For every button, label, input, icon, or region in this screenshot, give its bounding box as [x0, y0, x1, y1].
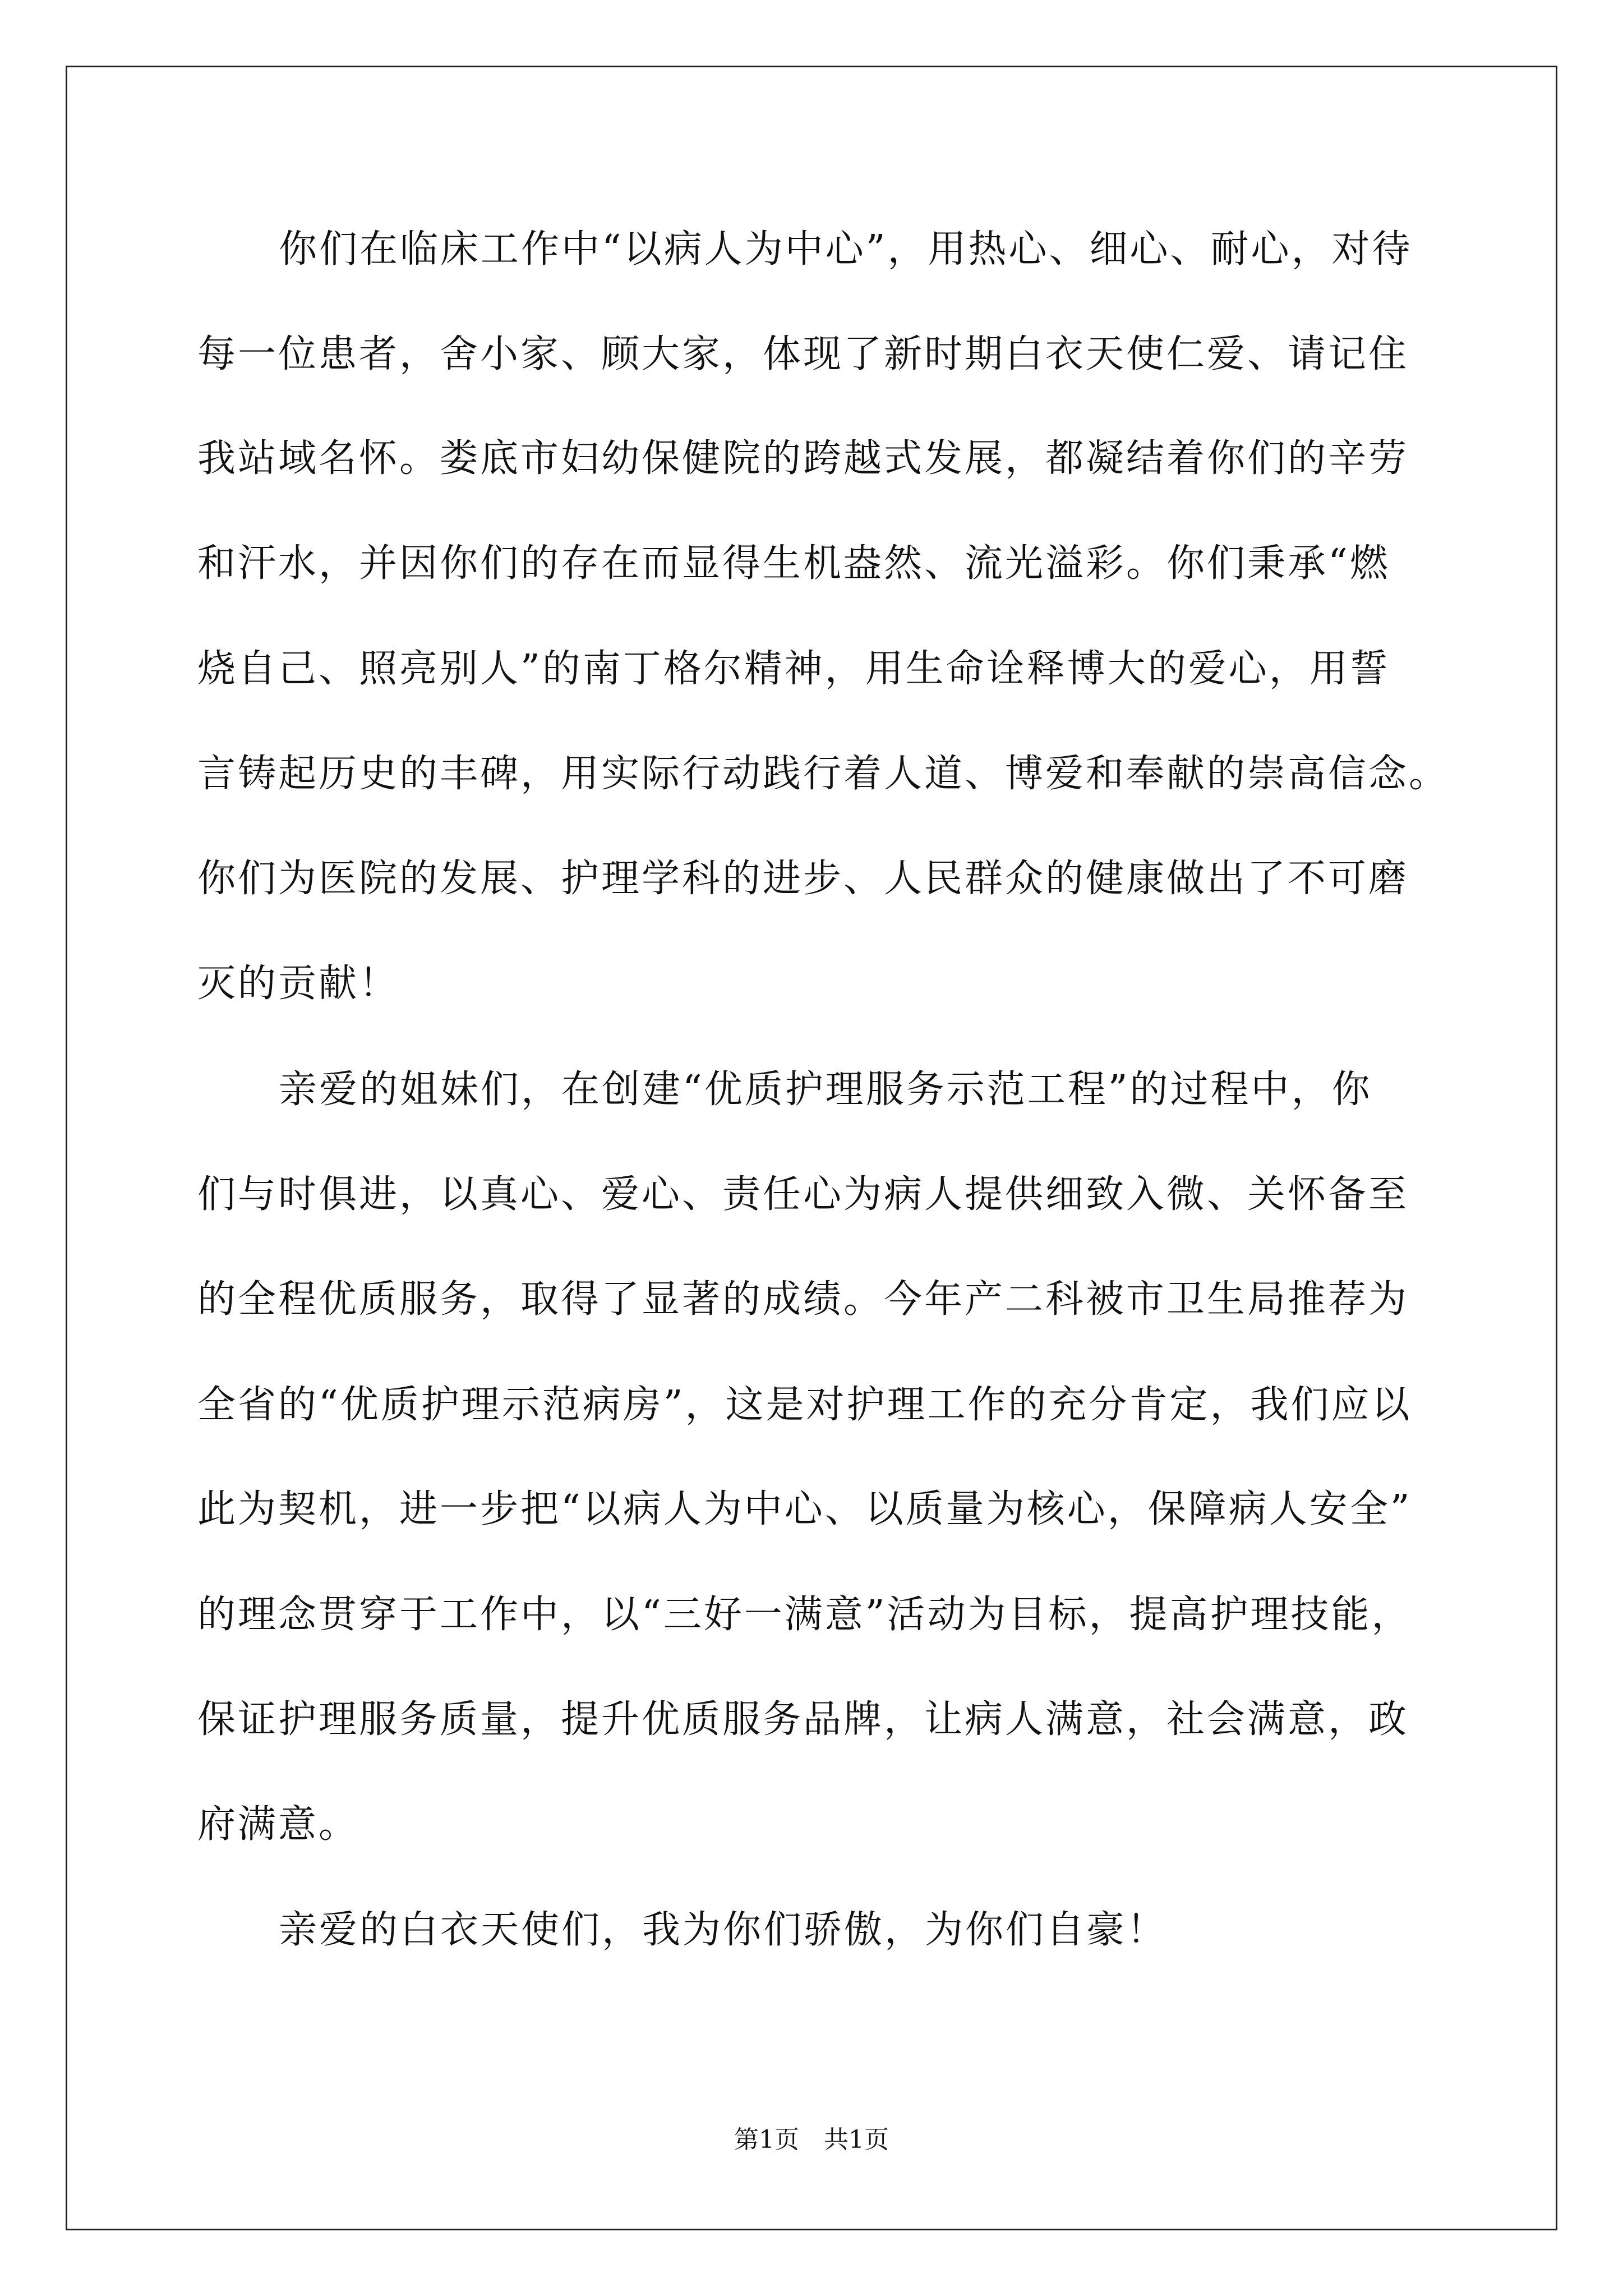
paragraph-2-line-2: 们与时俱进，以真心、爱心、责任心为病人提供细致入微、关怀备至	[197, 1172, 1409, 1217]
paragraph-2-line-5: 此为契机，进一步把“以病人为中心、以质量为核心，保障病人安全”	[197, 1487, 1412, 1531]
paragraph-1-line-3: 我站域名怀。娄底市妇幼保健院的跨越式发展，都凝结着你们的辛劳	[197, 436, 1409, 481]
paragraph-1-line-6: 言铸起历史的丰碑，用实际行动践行着人道、博爱和奉献的崇高信念。	[197, 752, 1450, 796]
paragraph-2-line-6: 的理念贯穿于工作中，以“三好一满意”活动为目标，提高护理技能，	[197, 1593, 1412, 1637]
paragraph-1-line-1: 你们在临床工作中“以病人为中心”，用热心、细心、耐心，对待	[279, 227, 1413, 272]
paragraph-2-line-8: 府满意。	[197, 1802, 359, 1847]
paragraph-2-line-3: 的全程优质服务，取得了显著的成绩。今年产二科被市卫生局推荐为	[197, 1277, 1409, 1322]
paragraph-2-line-7: 保证护理服务质量，提升优质服务品牌，让病人满意，社会满意，政	[197, 1697, 1409, 1742]
paragraph-2-line-4: 全省的“优质护理示范病房”，这是对护理工作的充分肯定，我们应以	[197, 1383, 1412, 1427]
paragraph-3-line-1: 亲爱的白衣天使们，我为你们骄傲，为你们自豪！	[279, 1908, 1168, 1952]
paragraph-1-line-2: 每一位患者，舍小家、顾大家，体现了新时期白衣天使仁爱、请记住	[197, 332, 1409, 376]
paragraph-1-line-7: 你们为医院的发展、护理学科的进步、人民群众的健康做出了不可磨	[197, 857, 1409, 901]
paragraph-2-line-1: 亲爱的姐妹们，在创建“优质护理服务示范工程”的过程中，你	[279, 1068, 1372, 1112]
paragraph-1-line-4: 和汗水，并因你们的存在而显得生机盎然、流光溢彩。你们秉承“燃	[197, 541, 1390, 586]
page-number-footer: 第1页 共1页	[734, 2125, 889, 2154]
paragraph-1-line-8: 灭的贡献！	[197, 961, 400, 1006]
paragraph-1-line-5: 烧自己、照亮别人”的南丁格尔精神，用生命诠释博大的爱心，用誓	[197, 647, 1390, 691]
